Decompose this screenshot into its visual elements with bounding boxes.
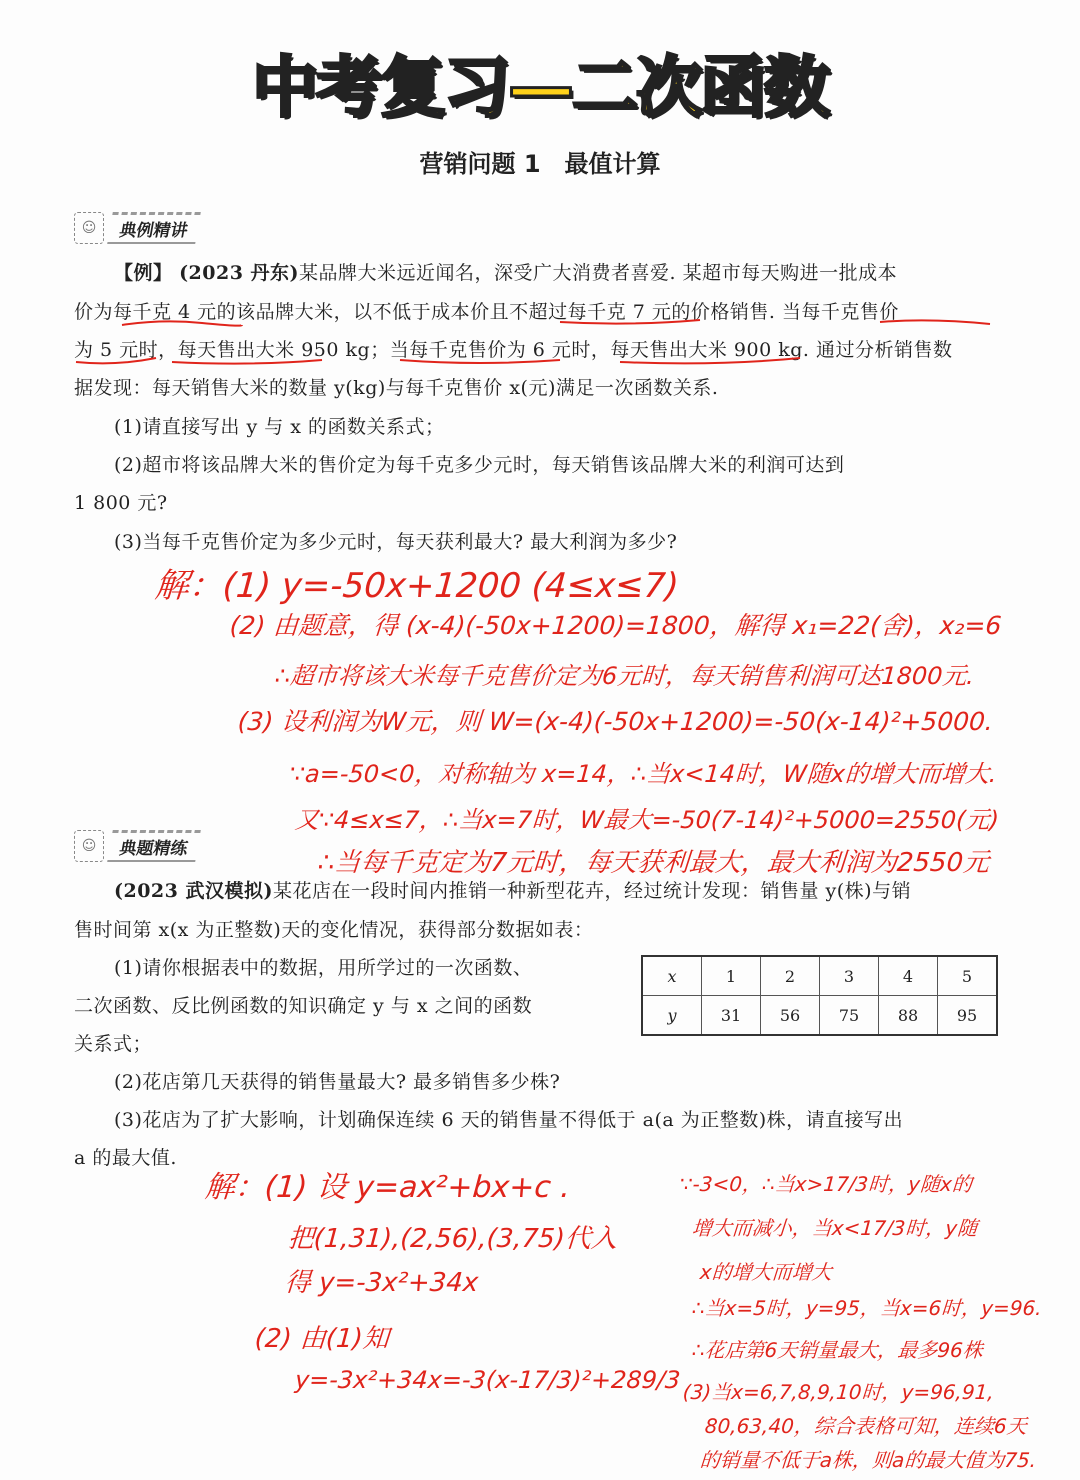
example-q2-cont: 1 800 元? [74,492,168,514]
practice-q2: (2)花店第几天获得的销售量最大? 最多销售多少株? [114,1071,561,1093]
example-q1: (1)请直接写出 y 与 x 的函数关系式； [114,416,445,438]
example-line-3: 为 5 元时，每天售出大米 950 kg；当每千克售价为 6 元时，每天售出大米 900 kg. 通过分析销售数 [74,339,953,361]
underline-annotations [0,0,1080,400]
solution1-line-7: ∴当每千克定为7元时，每天获利最大，最大利润为2550元 [316,848,991,878]
practice-q1-cont2: 关系式； [74,1033,153,1055]
solution2-right-8: 的销量不低于a株，则a的最大值为75. [699,1448,1038,1472]
text: 某花店在一段时间内推销一种新型花卉，经过统计发现：销售量 y(株)与销 [272,880,912,902]
practice-q1: (1)请你根据表中的数据，用所学过的一次函数、 [114,957,533,979]
practice-source: (2023 武汉模拟) [114,880,273,902]
solution1-line-5: ∵a=-50<0，对称轴为 x=14，∴当x<14时，W随x的增大而增大. [288,760,998,788]
table-cell: 88 [879,996,938,1036]
table-cell: 1 [702,956,761,996]
practice-line-1 [114,876,911,903]
solution1-line-1: 解：(1) y=-50x+1200 (4≤x≤7) [153,566,681,606]
section-label: 典题精练 [107,830,201,862]
solution1-line-2: (2) 由题意，得 (x-4)(-50x+1200)=1800，解得 x₁=22(舍)，x₂=6 [228,611,1003,640]
practice-q3-cont: a 的最大值. [74,1147,177,1169]
table-cell: 3 [820,956,879,996]
practice-line-2: 售时间第 x(x 为正整数)天的变化情况，获得部分数据如表： [74,919,594,941]
table-header: x [642,956,702,996]
solution1-line-3: ∴超市将该大米每千克售价定为6元时，每天销售利润可达1800元. [273,662,976,690]
solution2-left-4: (2) 由(1)知 [253,1324,390,1354]
solution2-right-7: 80,63,40，综合表格可知，连续6天 [704,1414,1028,1438]
table-cell: 75 [820,996,879,1036]
solution2-right-3: x的增大而增大 [699,1260,833,1284]
solution2-right-1: ∵-3<0，∴当x>17/3时，y随x的 [679,1172,973,1196]
solution2-right-6: (3)当x=6,7,8,9,10时，y=96,91, [682,1380,995,1404]
solution1-line-6: 又∵4≤x≤7，∴当x=7时，W最大=-50(7-14)²+5000=2550(元) [293,806,1000,834]
section-header-practice [74,830,198,862]
example-line-2: 价为每千克 4 元的该品牌大米，以不低于成本价且不超过每千克 7 元的价格销售. 当每千克售价 [74,301,899,323]
solution2-right-5: ∴花店第6天销量最大，最多96株 [691,1338,984,1362]
table-header: y [642,996,702,1036]
solution2-left-3: 得 y=-3x²+34x [283,1268,480,1298]
table-cell: 95 [938,996,998,1036]
example-source: (2023 丹东) [179,262,300,284]
table-cell: 2 [761,956,820,996]
mascot-icon: ☺ [74,830,104,862]
section-label: 典例精讲 [107,212,201,244]
table-cell: 56 [761,996,820,1036]
table-row [642,996,997,1036]
table-cell: 31 [702,996,761,1036]
solution2-right-2: 增大而减小，当x<17/3时，y随 [691,1216,979,1240]
example-tag: 【例】 [114,262,173,284]
example-q2: (2)超市将该品牌大米的售价定为每千克多少元时，每天销售该品牌大米的利润可达到 [114,454,845,476]
example-q3: (3)当每千克售价定为多少元时，每天获利最大? 最大利润为多少? [114,531,678,553]
mascot-icon: ☺ [74,212,104,244]
text: 某品牌大米远近闻名，深受广大消费者喜爱. 某超市每天购进一批成本 [299,262,898,284]
solution2-left-5: y=-3x²+34x=-3(x-17/3)²+289/3 [294,1366,682,1394]
data-table [641,955,998,1036]
solution2-right-4: ∴当x=5时，y=95，当x=6时，y=96. [691,1296,1043,1320]
practice-q3: (3)花店为了扩大影响，计划确保连续 6 天的销售量不得低于 a(a 为正整数)株，请直接写出 [114,1109,904,1131]
table-cell: 4 [879,956,938,996]
solution2-left-1: 解：(1) 设 y=ax²+bx+c . [203,1170,572,1205]
solution2-left-2: 把(1,31),(2,56),(3,75)代入 [286,1224,618,1254]
table-cell: 5 [938,956,998,996]
practice-q1-cont: 二次函数、反比例函数的知识确定 y 与 x 之间的函数 [74,995,533,1017]
solution1-line-4: (3) 设利润为W元，则 W=(x-4)(-50x+1200)=-50(x-14)²+5000. [236,707,995,736]
table-row [642,956,997,996]
page-title: 中考复习—二次函数 [252,49,828,126]
page-subtitle: 营销问题 1 最值计算 [419,150,661,178]
example-line-4: 据发现：每天销售大米的数量 y(kg)与每千克售价 x(元)满足一次函数关系. [74,377,719,399]
